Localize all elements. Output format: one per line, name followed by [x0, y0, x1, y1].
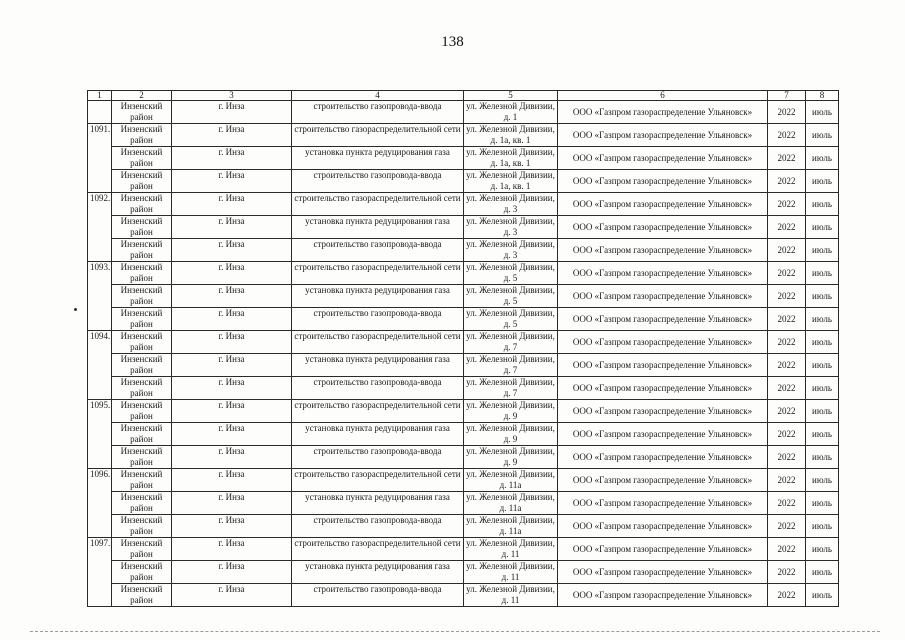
table-body	[88, 101, 839, 607]
entry-number-cell: 1096.	[88, 469, 112, 538]
district-cell: Инзенский район	[112, 561, 172, 584]
district-cell: Инзенский район	[112, 469, 172, 492]
table-row	[88, 193, 839, 216]
city-cell: г. Инза	[172, 469, 292, 492]
year-cell: 2022	[768, 377, 806, 400]
month-cell: июль	[806, 400, 839, 423]
year-cell: 2022	[768, 193, 806, 216]
work-type-cell: строительство газораспределительной сети	[292, 193, 464, 216]
city-cell: г. Инза	[172, 331, 292, 354]
table-row	[88, 538, 839, 561]
district-cell: Инзенский район	[112, 400, 172, 423]
district-cell: Инзенский район	[112, 193, 172, 216]
district-cell: Инзенский район	[112, 515, 172, 538]
address-cell: ул. Железной Дивизии, д. 9	[464, 400, 558, 423]
organization-cell: ООО «Газпром газораспределение Ульяновск»	[558, 515, 768, 538]
month-cell: июль	[806, 377, 839, 400]
page-number: 138	[441, 34, 464, 50]
organization-cell: ООО «Газпром газораспределение Ульяновск»	[558, 423, 768, 446]
address-cell: ул. Железной Дивизии, д. 11а	[464, 492, 558, 515]
city-cell: г. Инза	[172, 170, 292, 193]
district-cell: Инзенский район	[112, 101, 172, 124]
month-cell: июль	[806, 308, 839, 331]
col-header-4: 4	[292, 91, 464, 101]
table-row	[88, 147, 839, 170]
organization-cell: ООО «Газпром газораспределение Ульяновск»	[558, 561, 768, 584]
month-cell: июль	[806, 331, 839, 354]
col-header-8: 8	[806, 91, 839, 101]
district-cell: Инзенский район	[112, 239, 172, 262]
address-cell: ул. Железной Дивизии, д. 1а, кв. 1	[464, 170, 558, 193]
table-row	[88, 492, 839, 515]
scan-speck	[74, 308, 77, 311]
work-type-cell: строительство газопровода-ввода	[292, 308, 464, 331]
city-cell: г. Инза	[172, 446, 292, 469]
district-cell: Инзенский район	[112, 538, 172, 561]
table-row	[88, 561, 839, 584]
col-header-1: 1	[88, 91, 112, 101]
month-cell: июль	[806, 492, 839, 515]
address-cell: ул. Железной Дивизии, д. 5	[464, 262, 558, 285]
address-cell: ул. Железной Дивизии, д. 3	[464, 193, 558, 216]
month-cell: июль	[806, 124, 839, 147]
table-row	[88, 446, 839, 469]
month-cell: июль	[806, 193, 839, 216]
district-cell: Инзенский район	[112, 147, 172, 170]
month-cell: июль	[806, 561, 839, 584]
month-cell: июль	[806, 147, 839, 170]
table-row	[88, 584, 839, 607]
district-cell: Инзенский район	[112, 331, 172, 354]
organization-cell: ООО «Газпром газораспределение Ульяновск»	[558, 377, 768, 400]
table-row	[88, 308, 839, 331]
city-cell: г. Инза	[172, 538, 292, 561]
work-type-cell: установка пункта редуцирования газа	[292, 216, 464, 239]
city-cell: г. Инза	[172, 377, 292, 400]
year-cell: 2022	[768, 147, 806, 170]
work-type-cell: установка пункта редуцирования газа	[292, 561, 464, 584]
city-cell: г. Инза	[172, 147, 292, 170]
year-cell: 2022	[768, 354, 806, 377]
entry-number-cell: 1091.	[88, 124, 112, 193]
city-cell: г. Инза	[172, 400, 292, 423]
work-type-cell: строительство газопровода-ввода	[292, 239, 464, 262]
month-cell: июль	[806, 262, 839, 285]
district-cell: Инзенский район	[112, 170, 172, 193]
district-cell: Инзенский район	[112, 216, 172, 239]
district-cell: Инзенский район	[112, 124, 172, 147]
year-cell: 2022	[768, 538, 806, 561]
address-cell: ул. Железной Дивизии, д. 9	[464, 423, 558, 446]
table-row	[88, 170, 839, 193]
district-cell: Инзенский район	[112, 308, 172, 331]
year-cell: 2022	[768, 308, 806, 331]
month-cell: июль	[806, 538, 839, 561]
month-cell: июль	[806, 239, 839, 262]
entry-number-cell: 1093.	[88, 262, 112, 331]
address-cell: ул. Железной Дивизии, д. 7	[464, 354, 558, 377]
work-type-cell: строительство газораспределительной сети	[292, 400, 464, 423]
work-type-cell: строительство газопровода-ввода	[292, 515, 464, 538]
organization-cell: ООО «Газпром газораспределение Ульяновск»	[558, 446, 768, 469]
month-cell: июль	[806, 584, 839, 607]
month-cell: июль	[806, 216, 839, 239]
address-cell: ул. Железной Дивизии, д. 11	[464, 538, 558, 561]
address-cell: ул. Железной Дивизии, д. 9	[464, 446, 558, 469]
city-cell: г. Инза	[172, 354, 292, 377]
address-cell: ул. Железной Дивизии, д. 11	[464, 561, 558, 584]
organization-cell: ООО «Газпром газораспределение Ульяновск»	[558, 331, 768, 354]
entry-number-cell: 1095.	[88, 400, 112, 469]
year-cell: 2022	[768, 285, 806, 308]
district-cell: Инзенский район	[112, 584, 172, 607]
address-cell: ул. Железной Дивизии, д. 7	[464, 377, 558, 400]
work-type-cell: установка пункта редуцирования газа	[292, 492, 464, 515]
entry-number-cell	[88, 101, 112, 124]
column-number-row	[88, 91, 839, 101]
year-cell: 2022	[768, 561, 806, 584]
month-cell: июль	[806, 285, 839, 308]
year-cell: 2022	[768, 262, 806, 285]
address-cell: ул. Железной Дивизии, д. 3	[464, 239, 558, 262]
year-cell: 2022	[768, 331, 806, 354]
district-cell: Инзенский район	[112, 377, 172, 400]
table-row	[88, 423, 839, 446]
table-row	[88, 101, 839, 124]
table-row	[88, 124, 839, 147]
district-cell: Инзенский район	[112, 423, 172, 446]
organization-cell: ООО «Газпром газораспределение Ульяновск»	[558, 216, 768, 239]
address-cell: ул. Железной Дивизии, д. 11	[464, 584, 558, 607]
col-header-7: 7	[768, 91, 806, 101]
city-cell: г. Инза	[172, 584, 292, 607]
work-type-cell: строительство газораспределительной сети	[292, 124, 464, 147]
address-cell: ул. Железной Дивизии, д. 1а, кв. 1	[464, 147, 558, 170]
page-bottom-rule	[30, 631, 880, 632]
city-cell: г. Инза	[172, 285, 292, 308]
organization-cell: ООО «Газпром газораспределение Ульяновск»	[558, 124, 768, 147]
address-cell: ул. Железной Дивизии, д. 7	[464, 331, 558, 354]
address-cell: ул. Железной Дивизии, д. 5	[464, 308, 558, 331]
work-type-cell: установка пункта редуцирования газа	[292, 285, 464, 308]
organization-cell: ООО «Газпром газораспределение Ульяновск»	[558, 101, 768, 124]
month-cell: июль	[806, 446, 839, 469]
organization-cell: ООО «Газпром газораспределение Ульяновск»	[558, 285, 768, 308]
month-cell: июль	[806, 170, 839, 193]
table-row	[88, 331, 839, 354]
organization-cell: ООО «Газпром газораспределение Ульяновск»	[558, 354, 768, 377]
organization-cell: ООО «Газпром газораспределение Ульяновск»	[558, 308, 768, 331]
entry-number-cell: 1097.	[88, 538, 112, 607]
table-row	[88, 400, 839, 423]
city-cell: г. Инза	[172, 515, 292, 538]
year-cell: 2022	[768, 423, 806, 446]
organization-cell: ООО «Газпром газораспределение Ульяновск»	[558, 193, 768, 216]
year-cell: 2022	[768, 400, 806, 423]
col-header-2: 2	[112, 91, 172, 101]
year-cell: 2022	[768, 216, 806, 239]
table-row	[88, 262, 839, 285]
city-cell: г. Инза	[172, 561, 292, 584]
month-cell: июль	[806, 469, 839, 492]
work-type-cell: строительство газопровода-ввода	[292, 377, 464, 400]
district-cell: Инзенский район	[112, 354, 172, 377]
district-cell: Инзенский район	[112, 446, 172, 469]
year-cell: 2022	[768, 515, 806, 538]
district-cell: Инзенский район	[112, 492, 172, 515]
col-header-5: 5	[464, 91, 558, 101]
entry-number-cell: 1094.	[88, 331, 112, 400]
district-cell: Инзенский район	[112, 285, 172, 308]
city-cell: г. Инза	[172, 124, 292, 147]
year-cell: 2022	[768, 101, 806, 124]
organization-cell: ООО «Газпром газораспределение Ульяновск»	[558, 262, 768, 285]
work-type-cell: установка пункта редуцирования газа	[292, 147, 464, 170]
city-cell: г. Инза	[172, 492, 292, 515]
year-cell: 2022	[768, 492, 806, 515]
organization-cell: ООО «Газпром газораспределение Ульяновск»	[558, 170, 768, 193]
work-type-cell: строительство газопровода-ввода	[292, 584, 464, 607]
work-type-cell: установка пункта редуцирования газа	[292, 423, 464, 446]
year-cell: 2022	[768, 584, 806, 607]
organization-cell: ООО «Газпром газораспределение Ульяновск»	[558, 469, 768, 492]
year-cell: 2022	[768, 469, 806, 492]
work-type-cell: строительство газораспределительной сети	[292, 538, 464, 561]
entry-number-cell: 1092.	[88, 193, 112, 262]
work-type-cell: строительство газопровода-ввода	[292, 170, 464, 193]
city-cell: г. Инза	[172, 193, 292, 216]
table-row	[88, 239, 839, 262]
address-cell: ул. Железной Дивизии, д. 1	[464, 101, 558, 124]
work-type-cell: строительство газопровода-ввода	[292, 101, 464, 124]
address-cell: ул. Железной Дивизии, д. 11а	[464, 469, 558, 492]
year-cell: 2022	[768, 239, 806, 262]
col-header-3: 3	[172, 91, 292, 101]
month-cell: июль	[806, 354, 839, 377]
organization-cell: ООО «Газпром газораспределение Ульяновск»	[558, 147, 768, 170]
table-row	[88, 354, 839, 377]
table-row	[88, 285, 839, 308]
city-cell: г. Инза	[172, 239, 292, 262]
address-cell: ул. Железной Дивизии, д. 3	[464, 216, 558, 239]
district-cell: Инзенский район	[112, 262, 172, 285]
col-header-6: 6	[558, 91, 768, 101]
work-type-cell: строительство газораспределительной сети	[292, 262, 464, 285]
work-type-cell: строительство газораспределительной сети	[292, 469, 464, 492]
city-cell: г. Инза	[172, 216, 292, 239]
city-cell: г. Инза	[172, 308, 292, 331]
month-cell: июль	[806, 101, 839, 124]
table-row	[88, 469, 839, 492]
table-row	[88, 377, 839, 400]
month-cell: июль	[806, 423, 839, 446]
month-cell: июль	[806, 515, 839, 538]
work-type-cell: установка пункта редуцирования газа	[292, 354, 464, 377]
organization-cell: ООО «Газпром газораспределение Ульяновск»	[558, 538, 768, 561]
organization-cell: ООО «Газпром газораспределение Ульяновск»	[558, 584, 768, 607]
organization-cell: ООО «Газпром газораспределение Ульяновск»	[558, 239, 768, 262]
table-row	[88, 216, 839, 239]
address-cell: ул. Железной Дивизии, д. 5	[464, 285, 558, 308]
city-cell: г. Инза	[172, 262, 292, 285]
table-row	[88, 515, 839, 538]
register-table	[87, 90, 839, 607]
year-cell: 2022	[768, 124, 806, 147]
address-cell: ул. Железной Дивизии, д. 1а, кв. 1	[464, 124, 558, 147]
year-cell: 2022	[768, 446, 806, 469]
work-type-cell: строительство газораспределительной сети	[292, 331, 464, 354]
organization-cell: ООО «Газпром газораспределение Ульяновск»	[558, 400, 768, 423]
city-cell: г. Инза	[172, 423, 292, 446]
organization-cell: ООО «Газпром газораспределение Ульяновск»	[558, 492, 768, 515]
city-cell: г. Инза	[172, 101, 292, 124]
address-cell: ул. Железной Дивизии, д. 11а	[464, 515, 558, 538]
year-cell: 2022	[768, 170, 806, 193]
work-type-cell: строительство газопровода-ввода	[292, 446, 464, 469]
